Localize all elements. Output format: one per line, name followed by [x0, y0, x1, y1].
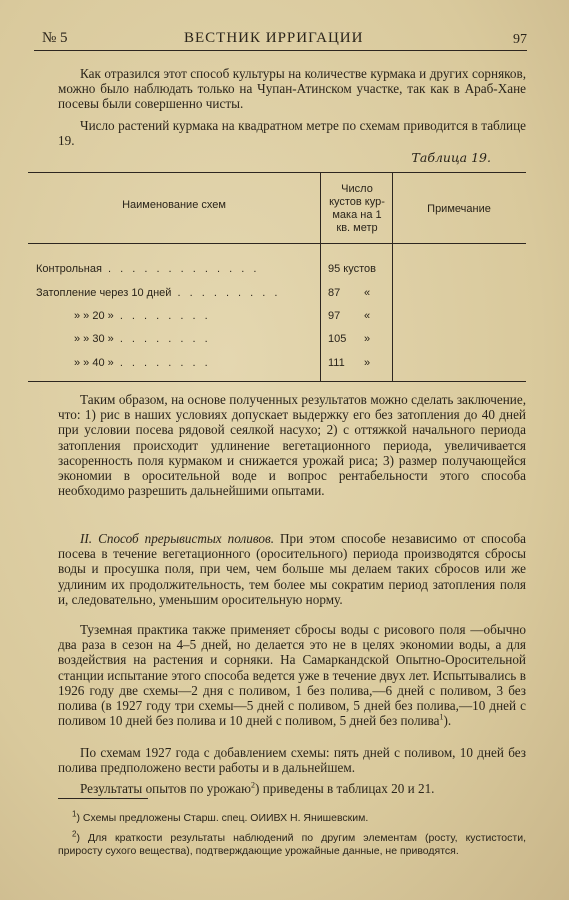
paragraph-2: Число растений курмака на квадратном метре по схемам приводится в таблице 19.	[58, 118, 526, 149]
ditto-mark: «	[364, 287, 371, 299]
row-value: 87	[328, 287, 341, 299]
paragraph-4	[58, 531, 526, 607]
running-header	[34, 28, 527, 51]
paragraph-3: Таким образом, на основе полученных результатов можно сделать заключение, что: 1) рис в наших условиях допускает выдержку его без затопления до 40 дней при условии посева рядовой сеялкой насухо; 2) с оттяжкой начального периода затопления происходит удлинение вегетационного периода, увеличивается засоренность поля курмаком и снижается урожай риса; 3) размер получающейся экономии в оросительной воде и вопрос рентабельности этого способа необходимо разрешить дальнейшими опытами.	[58, 392, 526, 499]
ditto-mark: «	[364, 310, 371, 322]
paragraph-5: Туземная практика также применяет сбросы воды с рисового поля —обычно два раза в сезон на 4–5 дней, но делается это не в целях экономии воды, а для воздействия на растения и сорняки. На Самаркандской Опытно-Оросительной станции испытание этого способа ведется уже в течение двух лет. Испытывались в 1926 году две схемы—2 дня с поливом, 1 без полива,—6 дней с поливом, 3 без полива (в 1927 году три схемы—5 дней с поливом, 5 дней без полива,—10 дней с поливом 10 дней без полива и 10 дней с поливом, 5 дней без полива$^1$).	[58, 622, 526, 729]
paragraph-5-text: Туземная практика также применяет сбросы воды с рисового поля —обычно два раза в сезон на 4–5 дней, но делается это не в целях экономии воды, а для воздействия на растения и сорняки. На Самаркандской Опытно-Оросительной станции испытание этого способа ведется уже в течение двух лет. Испытывались в 1926 году две схемы—2 дня с поливом, 1 без полива,—6 дней с поливом, 3 без полива (в 1927 году три схемы—5 дней с поливом, 5 дней без полива,—10 дней с поливом 10 дней без полива и 10 дней с поливом, 5 дней без полива	[58, 622, 526, 729]
paragraph-4-text: При этом способе независимо от способа посева в течение вегетационного (оросительного) периода производятся сбросы воды и просушка поля, при чем, чем больше мы делаем таких сбросов или же удлиним их продолжительность, тем более мы сократим период затопления поля и, следовательно, уменьшим оросительную норму.	[58, 531, 526, 607]
section-heading: II. Способ прерывистых поливов.	[80, 531, 275, 546]
paragraph-1: Как отразился этот способ культуры на количестве курмака и других сорняков, можно было наблюдать только на Чупан-Атинском участке, так как в Араб-Хане посевы были совершенно чисты.	[58, 66, 526, 112]
row-value: 97	[328, 310, 341, 322]
row-label: » » 40 »	[74, 357, 114, 369]
footnote-ref: 2	[251, 780, 256, 790]
table-row: Контрольная . . . . . . . . . . . . .	[36, 263, 260, 275]
table-row: » » 40 » . . . . . . . .	[74, 357, 211, 369]
table-row: Затопление через 10 дней . . . . . . . . .	[36, 287, 281, 299]
row-value: 95 кустов	[328, 263, 376, 275]
row-value: 105	[328, 333, 347, 345]
paragraph-6: По схемам 1927 года с добавлением схемы: пять дней с поливом, 10 дней без полива предположено вести работы и в дальнейшем.	[58, 745, 526, 776]
table-caption: Таблица 19.	[411, 150, 491, 165]
footnote-2: $^2$) Для краткости результаты наблюдений по другим элементам (росту, кустистости, приросту сухого вещества), подтверждающие урожайные данные, не приводятся.	[58, 829, 526, 857]
row-label: Затопление через 10 дней	[36, 287, 172, 299]
table-divider	[320, 173, 321, 381]
footnote-rule	[58, 798, 148, 799]
row-label: » » 20 »	[74, 310, 114, 322]
table-row: » » 20 » . . . . . . . .	[74, 310, 211, 322]
col-header-note: Примечание	[427, 203, 491, 215]
journal-title: ВЕСТНИК ИРРИГАЦИИ	[184, 30, 364, 46]
footnote-ref: 1	[439, 712, 444, 722]
ditto-mark: »	[364, 357, 371, 369]
row-label: » » 30 »	[74, 333, 114, 345]
table-row: » » 30 » . . . . . . . .	[74, 333, 211, 345]
ditto-mark: »	[364, 333, 371, 345]
table-header-rule	[28, 243, 526, 244]
issue-number: № 5	[42, 30, 68, 46]
table-19	[28, 172, 526, 382]
col-header-count: Число кустов курмака на 1 кв. метр	[329, 183, 385, 234]
col-header-schemes: Наименование схем	[122, 199, 226, 211]
paragraph-7: Результаты опытов по урожаю$^2$) приведены в таблицах 20 и 21.	[80, 780, 435, 796]
footnote-1: $^1$) Схемы предложены Старш. спец. ОИИВХ Н. Янишевским.	[72, 809, 369, 824]
row-label: Контрольная	[36, 263, 102, 275]
row-value: 111	[328, 357, 345, 369]
page-number: 97	[513, 32, 527, 47]
